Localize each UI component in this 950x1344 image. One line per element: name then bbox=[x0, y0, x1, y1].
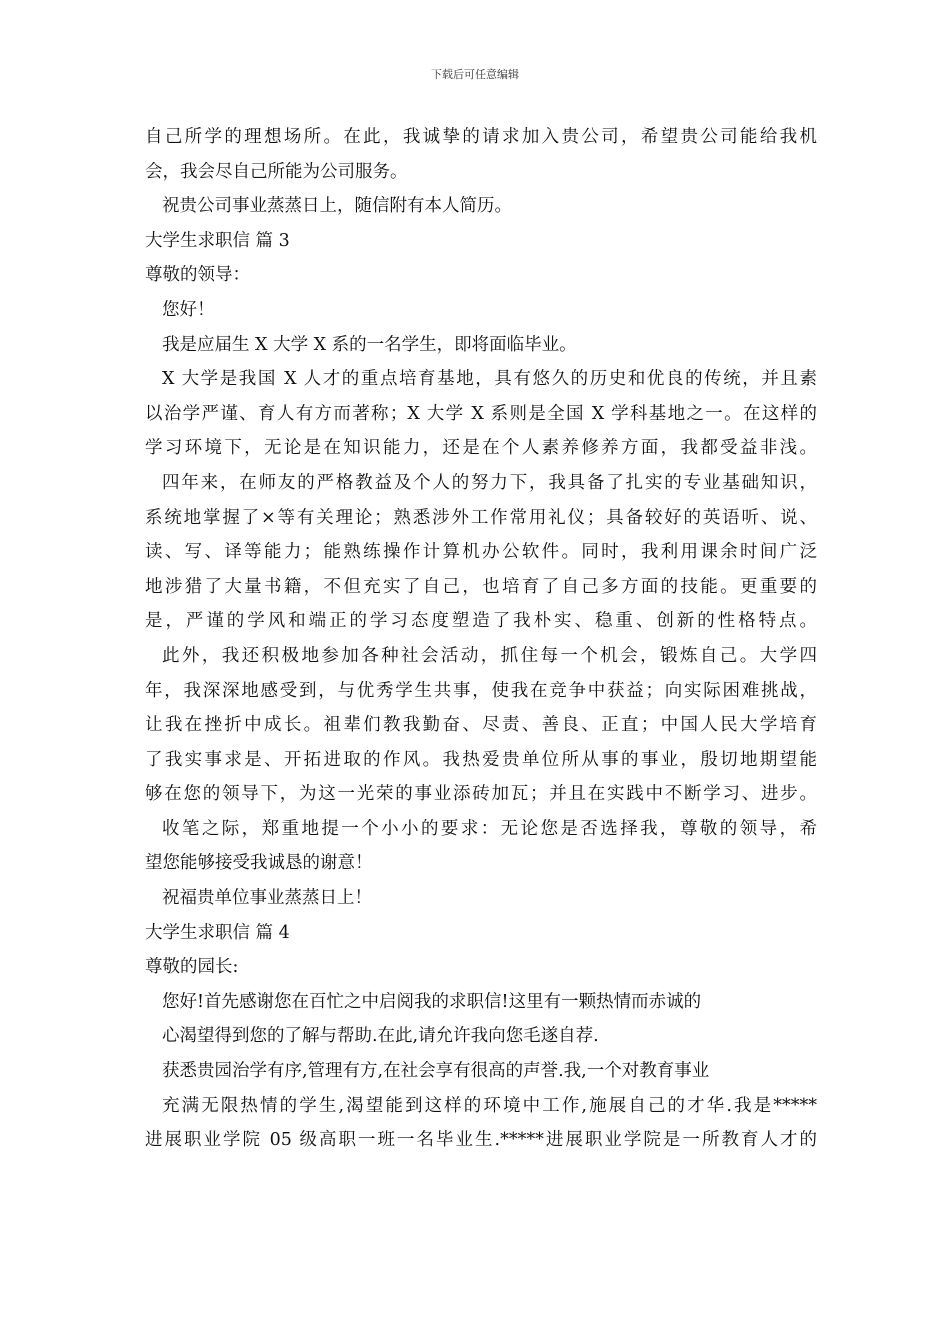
text-line: 让我在挫折中成长。祖辈们教我勤奋、尽责、善良、正直；中国人民大学培育 bbox=[145, 715, 817, 736]
text-line: 自己所学的理想场所。在此，我诚挚的请求加入贵公司，希望贵公司能给我机 bbox=[145, 127, 817, 147]
text-line: 尊敬的园长: bbox=[145, 957, 239, 978]
text-line: 心渴望得到您的了解与帮助.在此,请允许我向您毛遂自荐. bbox=[162, 1026, 599, 1047]
text-line: 以治学严谨、育人有方而著称；X 大学 X 系则是全国 X 学科基地之一。在这样的 bbox=[145, 403, 817, 424]
text-line: 收笔之际，郑重地提一个小小的要求：无论您是否选择我，尊敬的领导，希 bbox=[162, 818, 817, 839]
text-line: 系统地掌握了×等有关理论；熟悉涉外工作常用礼仪；具备较好的英语听、说、 bbox=[145, 507, 817, 528]
text-line: 读、写、译等能力；能熟练操作计算机办公软件。同时，我利用课余时间广泛 bbox=[145, 542, 817, 563]
text-line: 您好！ bbox=[162, 299, 215, 320]
page-header: 下载后可任意编辑 bbox=[431, 68, 519, 81]
text-line: 此外，我还积极地参加各种社会活动，抓住每一个机会，锻炼自己。大学四 bbox=[162, 645, 817, 666]
text-line: 祝福贵单位事业蒸蒸日上！ bbox=[162, 888, 372, 909]
text-line: 是，严谨的学风和端正的学习态度塑造了我朴实、稳重、创新的性格特点。 bbox=[145, 611, 817, 632]
text-line: 充满无限热情的学生,渴望能到这样的环境中工作,施展自己的才华.我是***** bbox=[162, 1095, 817, 1116]
text-line: 了我实事求是、开拓进取的作风。我热爱贵单位所从事的事业，殷切地期望能 bbox=[145, 749, 817, 770]
text-line: 会，我会尽自己所能为公司服务。 bbox=[145, 161, 408, 182]
text-line: 年，我深深地感受到，与优秀学生共事，使我在竞争中获益；向实际困难挑战， bbox=[145, 680, 817, 701]
text-line: 我是应届生 X 大学 X 系的一名学生，即将面临毕业。 bbox=[162, 334, 577, 355]
text-line: 望您能够接受我诚恳的谢意！ bbox=[145, 853, 373, 874]
text-line: 大学生求职信 篇 4 bbox=[145, 922, 290, 943]
text-line: 地涉猎了大量书籍，不但充实了自己，也培育了自己多方面的技能。更重要的 bbox=[145, 576, 817, 597]
text-line: 您好!首先感谢您在百忙之中启阅我的求职信!这里有一颗热情而赤诚的 bbox=[162, 991, 702, 1012]
text-line: 获悉贵园治学有序,管理有方,在社会享有很高的声誉.我,一个对教育事业 bbox=[162, 1061, 710, 1082]
text-line: 四年来，在师友的严格教益及个人的努力下，我具备了扎实的专业基础知识， bbox=[162, 472, 817, 493]
text-line: 大学生求职信 篇 3 bbox=[145, 230, 290, 251]
text-line: 进展职业学院 05 级高职一班一名毕业生.*****进展职业学院是一所教育人才的 bbox=[145, 1130, 817, 1151]
text-line: X 大学是我国 X 人才的重点培育基地，具有悠久的历史和优良的传统，并且素 bbox=[162, 369, 817, 390]
text-line: 尊敬的领导： bbox=[145, 265, 250, 286]
text-line: 学习环境下，无论是在知识能力，还是在个人素养修养方面，我都受益非浅。 bbox=[145, 438, 817, 459]
text-line: 够在您的领导下，为这一光荣的事业添砖加瓦；并且在实践中不断学习、进步。 bbox=[145, 784, 817, 805]
document-body bbox=[145, 120, 817, 1158]
text-line: 祝贵公司事业蒸蒸日上，随信附有本人简历。 bbox=[162, 196, 512, 217]
